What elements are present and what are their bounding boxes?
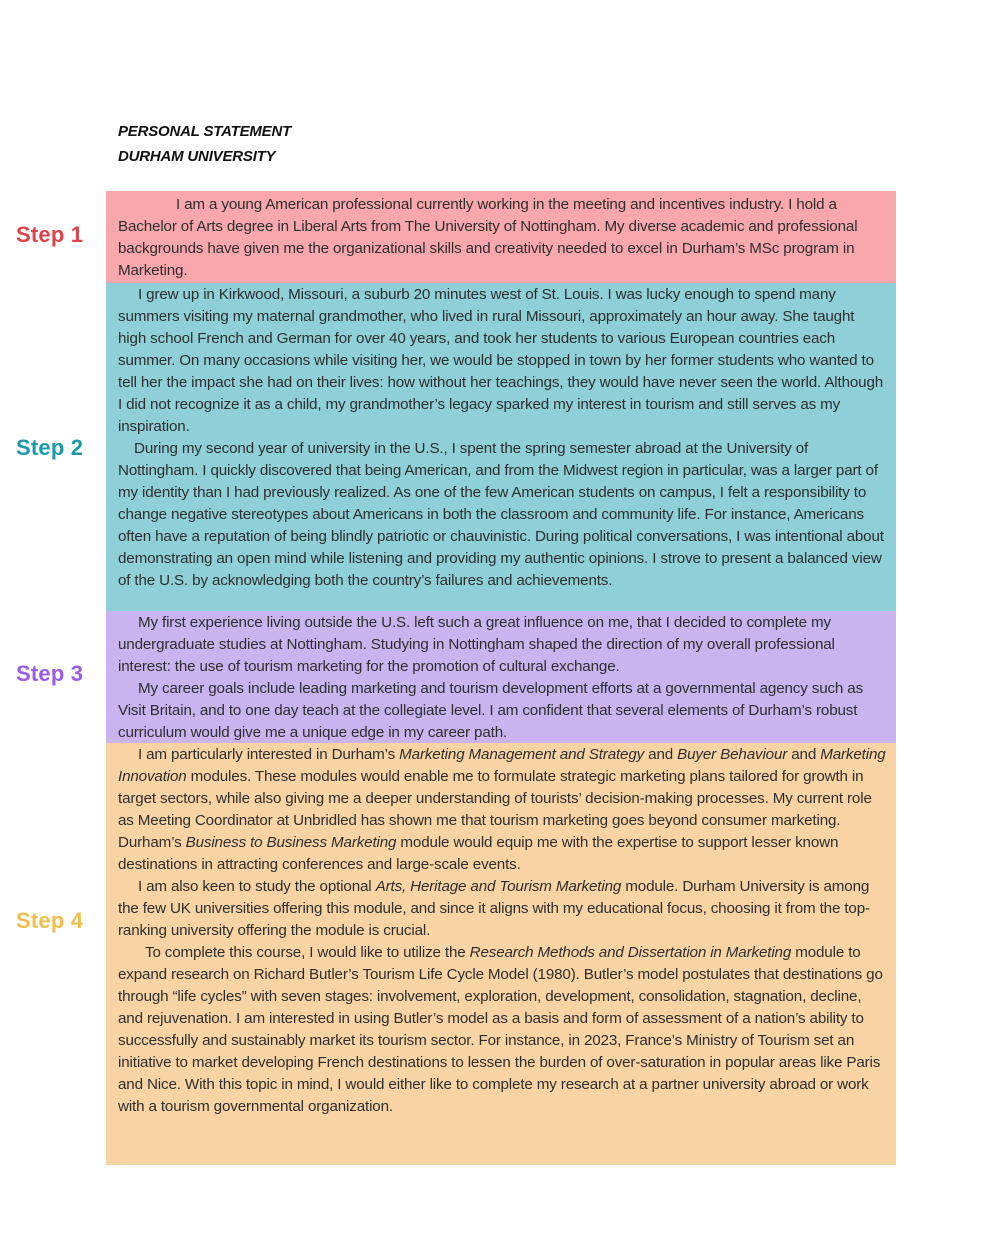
step-4-section (106, 743, 896, 1165)
step-1-label: Step 1 (16, 222, 84, 247)
module-name: Business to Business Marketing (185, 834, 397, 851)
paragraph: My first experience living outside the U.S. left such a great influence on me, that I decided to complete my undergraduate studies at Nottingham. Studying in Nottingham shaped the direction of my overall professional interest: the use of tourism marketing for the promotion of cultural exchange. (118, 614, 835, 675)
document-title: PERSONAL STATEMENT (118, 123, 292, 140)
module-name: Arts, Heritage and Tourism Marketing (375, 878, 622, 895)
module-name: Marketing Management and Strategy (399, 746, 645, 763)
module-name: Marketing Innovation (118, 746, 886, 785)
paragraph: I am also keen to study the optional Arts, Heritage and Tourism Marketing module. Durham University is among the few UK universities offering this module, and since it aligns with my educational focus, choosing it from the top-ranking university offering the module is crucial. (118, 878, 870, 939)
module-name: Research Methods and Dissertation in Marketing (469, 944, 792, 961)
document-header (118, 119, 291, 169)
step-1-section (106, 191, 896, 283)
paragraph: I am a young American professional currently working in the meeting and incentives industry. I hold a Bachelor of Arts degree in Liberal Arts from The University of Nottingham. My diverse academic and professional backgrounds have given me the organizational skills and creativity needed to excel in Durham’s MSc program in Marketing. (118, 196, 858, 279)
step-4-label: Step 4 (16, 908, 84, 933)
step-3-label: Step 3 (16, 661, 84, 686)
paragraph: My career goals include leading marketing and tourism development efforts at a governmental agency such as Visit Britain, and to one day teach at the collegiate level. I am confident that several elements of Durham’s robust curriculum would give me a unique edge in my career path. (118, 680, 864, 741)
university-name: DURHAM UNIVERSITY (118, 148, 276, 165)
step-3-section (106, 611, 896, 743)
step-2-label: Step 2 (16, 435, 84, 460)
module-name: Buyer Behaviour (677, 746, 788, 763)
paragraph: I grew up in Kirkwood, Missouri, a suburb 20 minutes west of St. Louis. I was lucky enough to spend many summers visiting my maternal grandmother, who lived in rural Missouri, approximately an hour away. She taught high school French and German for over 40 years, and took her students to various European countries each summer. On many occasions while visiting her, we would be stopped in town by her former students who wanted to tell her the impact she had on their lives: how without her teachings, they would have never seen the world. Although I did not recognize it as a child, my grandmother’s legacy sparked my interest in tourism and still serves as my inspiration. (118, 286, 884, 435)
paragraph: To complete this course, I would like to utilize the Research Methods and Dissertation in Marketing module to expand research on Richard Butler’s Tourism Life Cycle Model (1980). Butler’s model postulates that destinations go through “life cycles” with seven stages: involvement, exploration, development, consolidation, stagnation, decline, and rejuvenation. I am interested in using Butler’s model as a basis and form of assessment of a nation’s ability to successfully and sustainably market its tourism sector. For instance, in 2023, France’s Ministry of Tourism set an initiative to market developing French destinations to lessen the burden of over-saturation in popular areas like Paris and Nice. With this topic in mind, I would either like to complete my research at a partner university abroad or work with a tourism governmental organization. (118, 944, 883, 1115)
step-2-section (106, 283, 896, 611)
paragraph: I am particularly interested in Durham’s Marketing Management and Strategy and Buyer Behaviour and Marketing Innovation modules. These modules would enable me to formulate strategic marketing plans tailored for growth in target sectors, while also giving me a deeper understanding of tourists’ decision-making processes. My current role as Meeting Coordinator at Unbridled has shown me that tourism marketing goes beyond consumer marketing. Durham’s Business to Business Marketing module would equip me with the expertise to support lesser known destinations in attracting conferences and large-scale events. (118, 746, 886, 873)
paragraph: During my second year of university in the U.S., I spent the spring semester abroad at the University of Nottingham. I quickly discovered that being American, and from the Midwest region in particular, was a larger part of my identity than I had previously realized. As one of the few American students on campus, I felt a responsibility to change negative stereotypes about Americans in both the classroom and community life. For instance, Americans often have a reputation of being blindly patriotic or chauvinistic. During political conversations, I was intentional about demonstrating an open mind while listening and providing my authentic opinions. I strove to present a balanced view of the U.S. by acknowledging both the country’s failures and achievements. (118, 440, 884, 589)
